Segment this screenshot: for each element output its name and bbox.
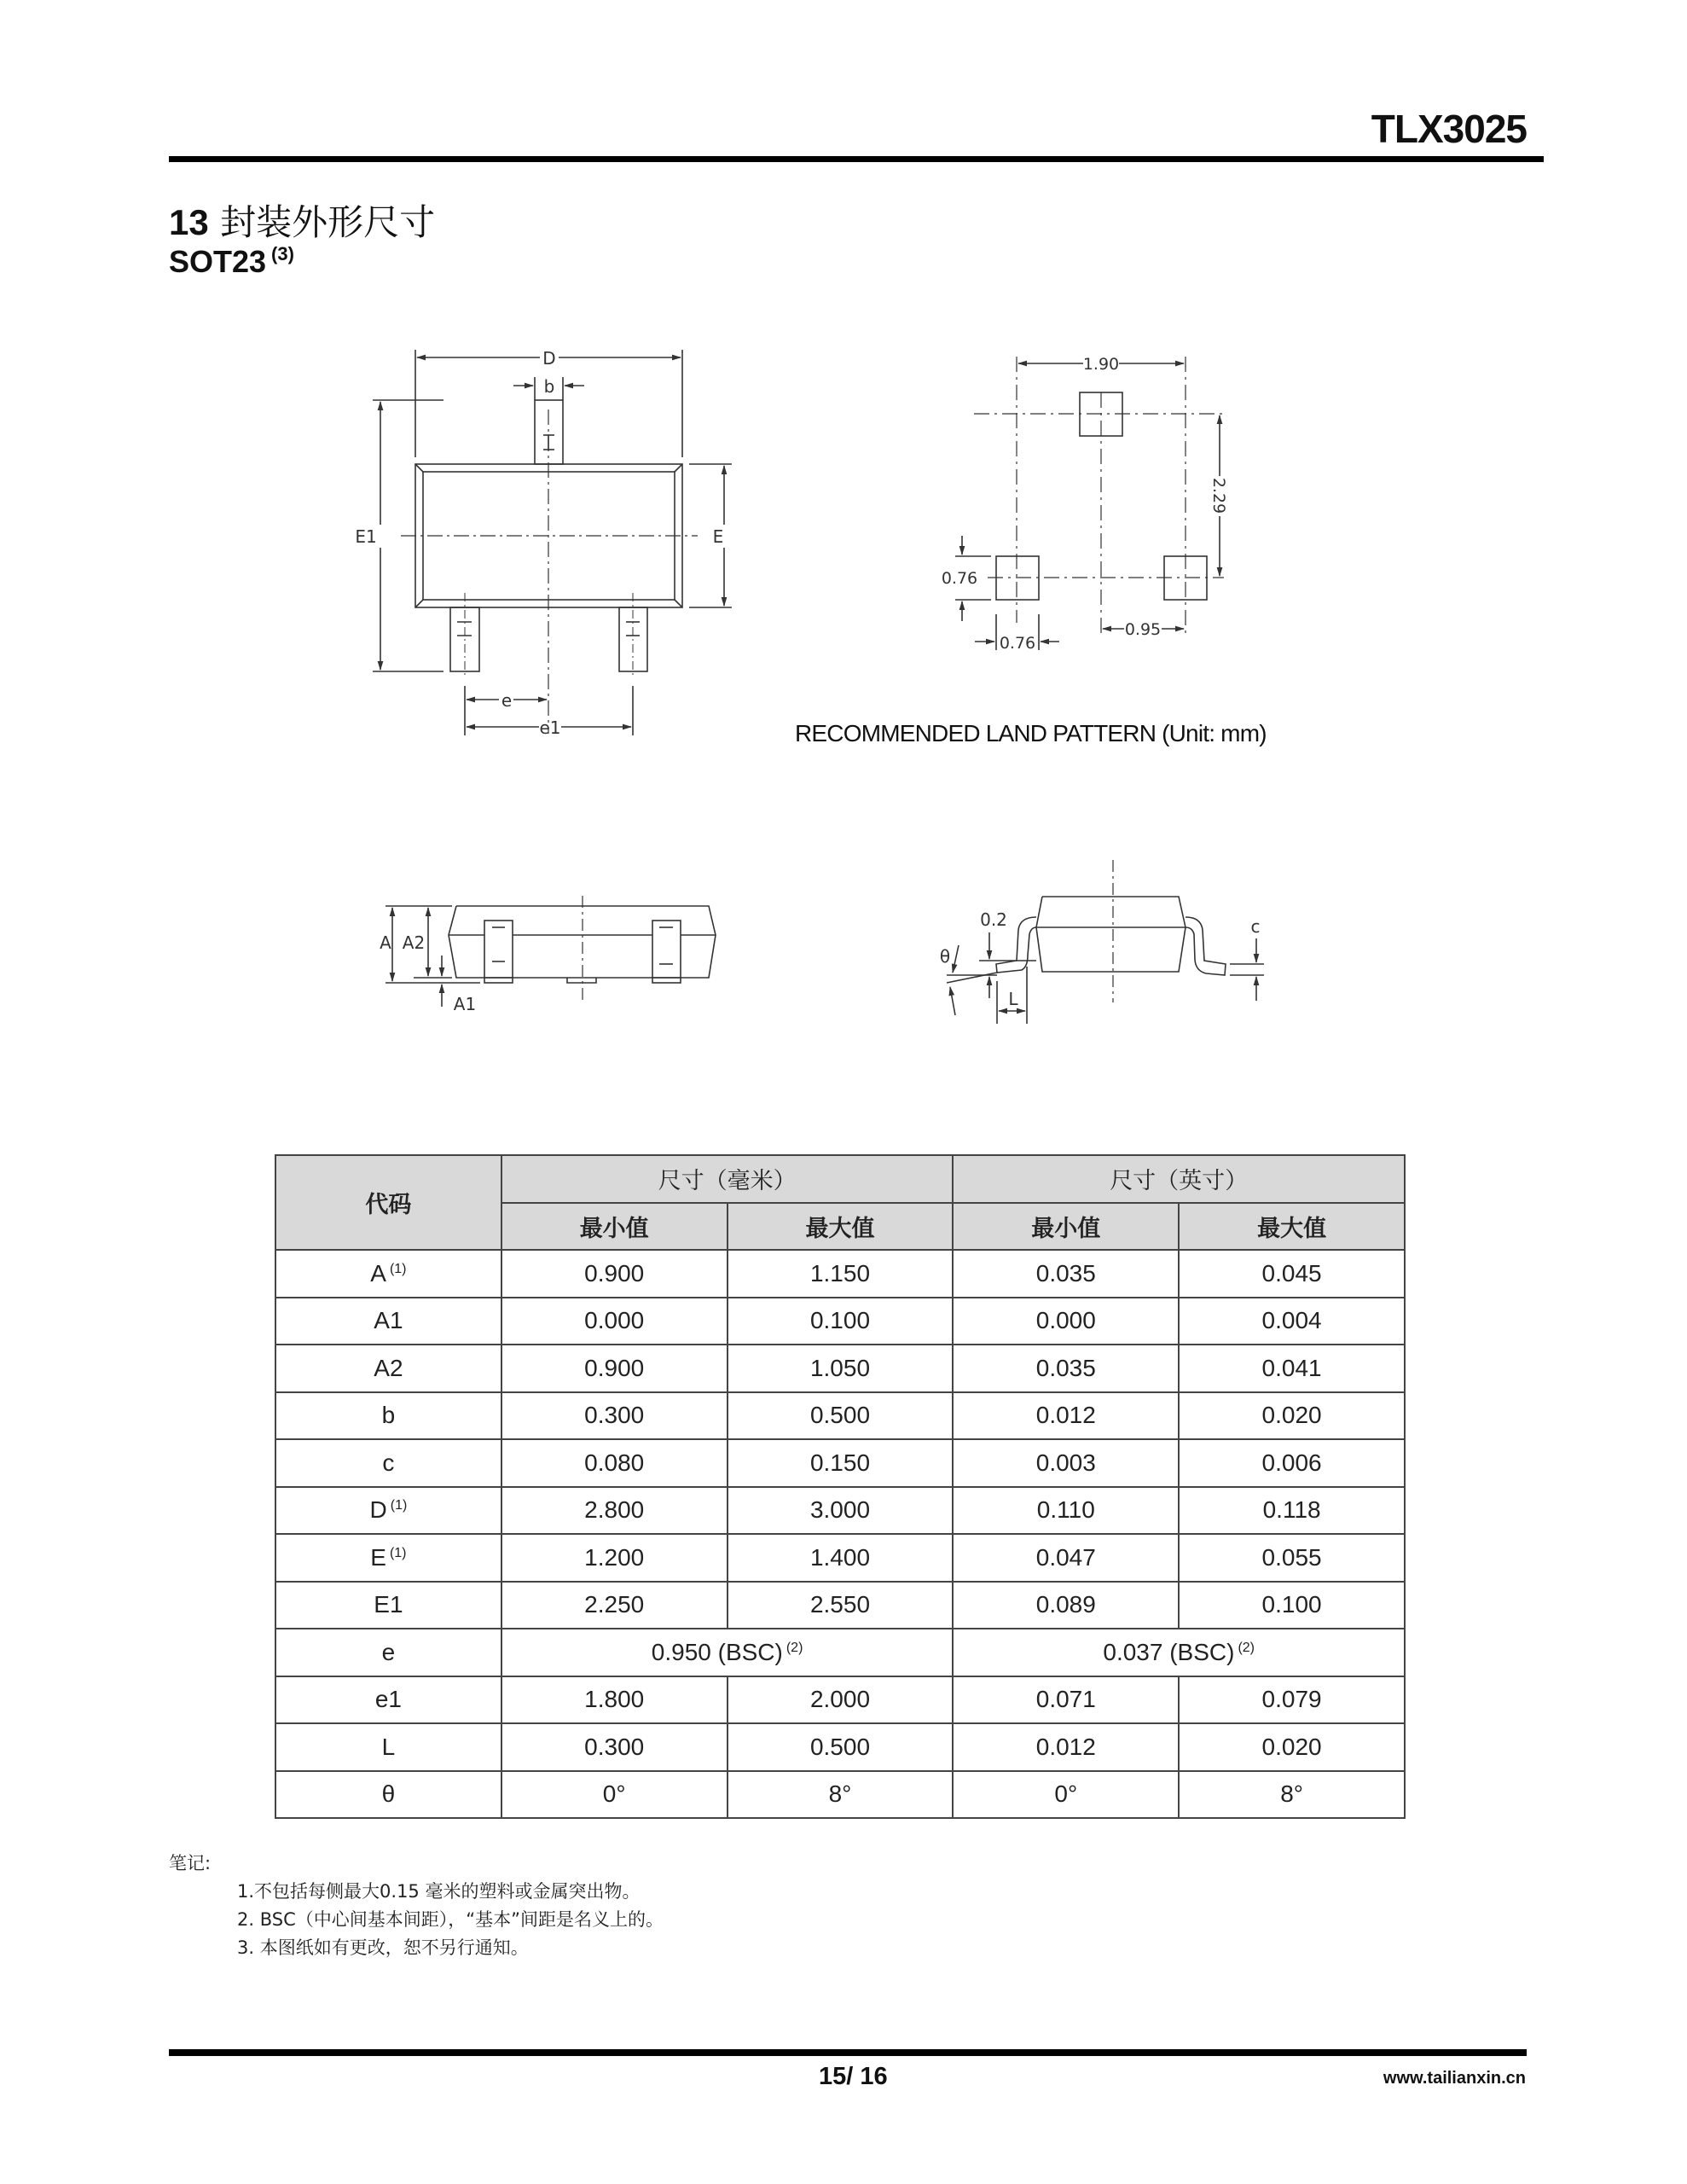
note-ref: (1)	[389, 1545, 407, 1560]
table-row	[275, 1487, 1405, 1535]
cell-in-min-value: 0.035	[1035, 1259, 1096, 1287]
cell-mm-min-value: 0.900	[584, 1354, 645, 1381]
cell-code-value: e1	[374, 1686, 402, 1713]
cell-mm-min	[501, 1392, 728, 1440]
cell-mm-max	[728, 1298, 954, 1345]
cell-mm-min	[501, 1676, 728, 1724]
notes-title: 笔记:	[169, 1853, 212, 1873]
cell-mm-max-value: 1.400	[809, 1543, 871, 1571]
cell-mm-min	[501, 1250, 728, 1298]
cell-in-min	[953, 1439, 1179, 1487]
label-pad-height: 0.76	[941, 569, 978, 588]
label-pad-width: 0.76	[999, 634, 1036, 653]
cell-in-max-value: 0.006	[1261, 1449, 1322, 1476]
cell-in-min-value: 0.000	[1035, 1307, 1096, 1334]
cell-mm-max	[728, 1487, 954, 1535]
cell-code	[275, 1487, 501, 1535]
side-view-drawing	[358, 870, 751, 1024]
header-rule	[169, 156, 1544, 162]
cell-code	[275, 1723, 501, 1771]
label-D: D	[542, 348, 556, 369]
cell-in-min-value: 0.012	[1035, 1402, 1096, 1429]
cell-in-max	[1179, 1723, 1405, 1771]
cell-code-value: E	[370, 1543, 386, 1571]
cell-in-min	[953, 1582, 1179, 1629]
cell-mm-max-value: 3.000	[809, 1496, 871, 1524]
cell-mm-max-value: 8°	[828, 1780, 852, 1808]
cell-in-span	[953, 1629, 1405, 1676]
note-ref: (2)	[786, 1640, 803, 1655]
cell-code-value: A	[370, 1259, 386, 1287]
cell-mm-min-value: 0.080	[584, 1449, 645, 1476]
cell-code	[275, 1582, 501, 1629]
cell-in-max	[1179, 1771, 1405, 1819]
lead-left	[484, 921, 513, 983]
cell-code-value: A1	[374, 1307, 403, 1334]
label-pitch-x: 1.90	[1082, 355, 1120, 374]
cell-in-max-value: 0.045	[1261, 1259, 1322, 1287]
cell-mm-min-value: 0.900	[584, 1259, 645, 1287]
page-number: 15/ 16	[819, 2063, 888, 2090]
cell-mm-max	[728, 1392, 954, 1440]
cell-in-min	[953, 1345, 1179, 1392]
label-c: c	[1250, 916, 1261, 937]
cell-mm-min	[501, 1582, 728, 1629]
header-mm-max: 最大值	[728, 1203, 954, 1251]
cell-in-min-value: 0.012	[1035, 1733, 1096, 1760]
label-L: L	[1008, 989, 1018, 1009]
cell-in-min-value: 0°	[1054, 1780, 1078, 1808]
cell-in-max-value: 0.004	[1261, 1307, 1322, 1334]
cell-in-max	[1179, 1439, 1405, 1487]
cell-mm-max-value: 0.150	[809, 1449, 871, 1476]
cell-in-max	[1179, 1345, 1405, 1392]
note-item: 1.不包括每侧最大0.15 毫米的塑料或金属突出物。	[237, 1881, 641, 1902]
cell-in-min	[953, 1392, 1179, 1440]
header-code: 代码	[275, 1155, 501, 1250]
cell-in-min-value: 0.047	[1035, 1543, 1096, 1571]
note-item: 3. 本图纸如有更改，恕不另行通知。	[237, 1937, 529, 1958]
label-half-pitch: 0.95	[1124, 620, 1162, 639]
cell-code-value: θ	[381, 1780, 396, 1808]
cell-mm-max	[728, 1439, 954, 1487]
cell-code-value: E1	[374, 1591, 403, 1618]
footer-rule	[169, 2049, 1527, 2056]
label-A2: A2	[402, 932, 426, 953]
table-row	[275, 1723, 1405, 1771]
cell-code	[275, 1298, 501, 1345]
cell-code	[275, 1392, 501, 1440]
cell-mm-max-value: 0.100	[809, 1307, 871, 1334]
cell-mm-min	[501, 1723, 728, 1771]
cell-mm-max-value: 0.500	[809, 1733, 871, 1760]
cell-in-min-value: 0.089	[1035, 1591, 1096, 1618]
header-in-max: 最大值	[1179, 1203, 1405, 1251]
cell-mm-min-value: 0.300	[584, 1402, 645, 1429]
cell-in-max-value: 8°	[1280, 1780, 1303, 1808]
cell-mm-max	[728, 1534, 954, 1582]
cell-in-max	[1179, 1534, 1405, 1582]
website-link[interactable]: www.tailianxin.cn	[1383, 2069, 1526, 2088]
cell-mm-max	[728, 1582, 954, 1629]
cell-in-max	[1179, 1392, 1405, 1440]
label-e: e	[501, 690, 513, 711]
cell-in-max	[1179, 1676, 1405, 1724]
package-note-ref: (3)	[271, 243, 294, 264]
cell-code	[275, 1250, 501, 1298]
cell-mm-min	[501, 1534, 728, 1582]
header-inch-group: 尺寸（英寸）	[953, 1155, 1405, 1203]
cell-mm-max-value: 1.050	[809, 1354, 871, 1381]
table-row	[275, 1771, 1405, 1819]
lead-right	[652, 921, 681, 983]
cell-mm-max	[728, 1771, 954, 1819]
package-title	[169, 243, 294, 280]
table-row	[275, 1676, 1405, 1724]
cell-mm-min-value: 0.000	[584, 1307, 645, 1334]
cell-in-min-value: 0.035	[1035, 1354, 1096, 1381]
label-E: E	[712, 526, 724, 547]
cell-mm-span	[501, 1629, 954, 1676]
table-row	[275, 1582, 1405, 1629]
cell-in-max-value: 0.079	[1261, 1686, 1322, 1713]
label-pitch-y: 2.29	[1209, 477, 1228, 514]
cell-in-min-value: 0.003	[1035, 1449, 1096, 1476]
notes	[169, 1850, 664, 1962]
label-E1: E1	[355, 526, 377, 547]
cell-code	[275, 1439, 501, 1487]
section-number: 13	[169, 202, 209, 242]
land-pattern-drawing	[921, 341, 1262, 665]
note-ref: (2)	[1238, 1640, 1255, 1655]
label-clearance: 0.2	[980, 909, 1007, 930]
cell-mm-max	[728, 1723, 954, 1771]
cell-in-min	[953, 1250, 1179, 1298]
cell-mm-max	[728, 1250, 954, 1298]
cell-mm-max	[728, 1676, 954, 1724]
cell-mm-max-value: 1.150	[809, 1259, 871, 1287]
cell-mm-min	[501, 1345, 728, 1392]
cell-in-min	[953, 1487, 1179, 1535]
note-item: 2. BSC（中心间基本间距），“基本”间距是名义上的。	[237, 1909, 664, 1930]
cell-in-span-value: 0.037 (BSC)	[1103, 1638, 1235, 1665]
cell-in-max	[1179, 1298, 1405, 1345]
document-code: TLX3025	[1371, 107, 1527, 151]
cell-mm-min-value: 0.300	[584, 1733, 645, 1760]
header-mm-group: 尺寸（毫米）	[501, 1155, 954, 1203]
cell-in-max	[1179, 1582, 1405, 1629]
header-in-min: 最小值	[953, 1203, 1179, 1251]
cell-in-min	[953, 1723, 1179, 1771]
cell-code	[275, 1345, 501, 1392]
table-row	[275, 1392, 1405, 1440]
label-A1: A1	[453, 994, 477, 1014]
table-row	[275, 1439, 1405, 1487]
cell-mm-min-value: 2.250	[584, 1591, 645, 1618]
cell-in-max-value: 0.020	[1261, 1733, 1322, 1760]
cell-mm-min	[501, 1298, 728, 1345]
cell-code-value: A2	[374, 1354, 403, 1381]
cell-mm-max-value: 2.550	[809, 1591, 871, 1618]
cell-in-min-value: 0.110	[1036, 1496, 1095, 1524]
cell-in-max	[1179, 1250, 1405, 1298]
table-row	[275, 1250, 1405, 1298]
note-ref: (1)	[390, 1498, 408, 1513]
table-row	[275, 1629, 1405, 1676]
cell-code-value: b	[381, 1402, 396, 1429]
cell-mm-min	[501, 1439, 728, 1487]
cell-in-min	[953, 1298, 1179, 1345]
table-row	[275, 1298, 1405, 1345]
cell-mm-max-value: 2.000	[809, 1686, 871, 1713]
cell-code	[275, 1629, 501, 1676]
cell-mm-min-value: 1.200	[584, 1543, 645, 1571]
section-title	[169, 195, 435, 246]
dimension-table	[275, 1154, 1406, 1819]
top-view-drawing	[341, 333, 751, 742]
cell-in-max-value: 0.100	[1261, 1591, 1322, 1618]
cell-in-min	[953, 1771, 1179, 1819]
label-e1: e1	[539, 717, 561, 738]
end-view-drawing	[921, 845, 1279, 1024]
cell-code	[275, 1771, 501, 1819]
land-pattern-caption: RECOMMENDED LAND PATTERN (Unit: mm)	[795, 720, 1267, 746]
cell-in-max-value: 0.055	[1261, 1543, 1322, 1571]
cell-in-max	[1179, 1487, 1405, 1535]
package-end-outline	[1036, 897, 1186, 972]
cell-mm-min-value: 1.800	[584, 1686, 645, 1713]
header-mm-min: 最小值	[501, 1203, 728, 1251]
cell-in-min	[953, 1676, 1179, 1724]
cell-in-min-value: 0.071	[1035, 1686, 1096, 1713]
package-name: SOT23	[169, 244, 267, 279]
cell-mm-min-value: 2.800	[584, 1496, 645, 1524]
cell-code-value: L	[381, 1733, 396, 1760]
cell-mm-min	[501, 1771, 728, 1819]
cell-in-max-value: 0.020	[1261, 1402, 1322, 1429]
table-header-row	[275, 1155, 1405, 1203]
cell-code-value: c	[382, 1449, 395, 1476]
cell-mm-min	[501, 1487, 728, 1535]
note-ref: (1)	[389, 1261, 407, 1276]
cell-mm-span-value: 0.950 (BSC)	[651, 1638, 783, 1665]
section-title-text: 封装外形尺寸	[220, 201, 436, 243]
label-b: b	[543, 376, 555, 397]
cell-in-max-value: 0.118	[1262, 1496, 1321, 1524]
label-theta: θ	[939, 946, 951, 967]
cell-in-min	[953, 1534, 1179, 1582]
cell-mm-max-value: 0.500	[809, 1402, 871, 1429]
table-body	[275, 1250, 1405, 1818]
label-A: A	[380, 932, 391, 953]
cell-code-value: D	[369, 1496, 387, 1524]
cell-code-value: e	[381, 1638, 396, 1665]
cell-mm-min-value: 0°	[602, 1780, 626, 1808]
table-row	[275, 1534, 1405, 1582]
cell-code	[275, 1534, 501, 1582]
table-row	[275, 1345, 1405, 1392]
cell-in-max-value: 0.041	[1261, 1354, 1322, 1381]
cell-mm-max	[728, 1345, 954, 1392]
cell-code	[275, 1676, 501, 1724]
